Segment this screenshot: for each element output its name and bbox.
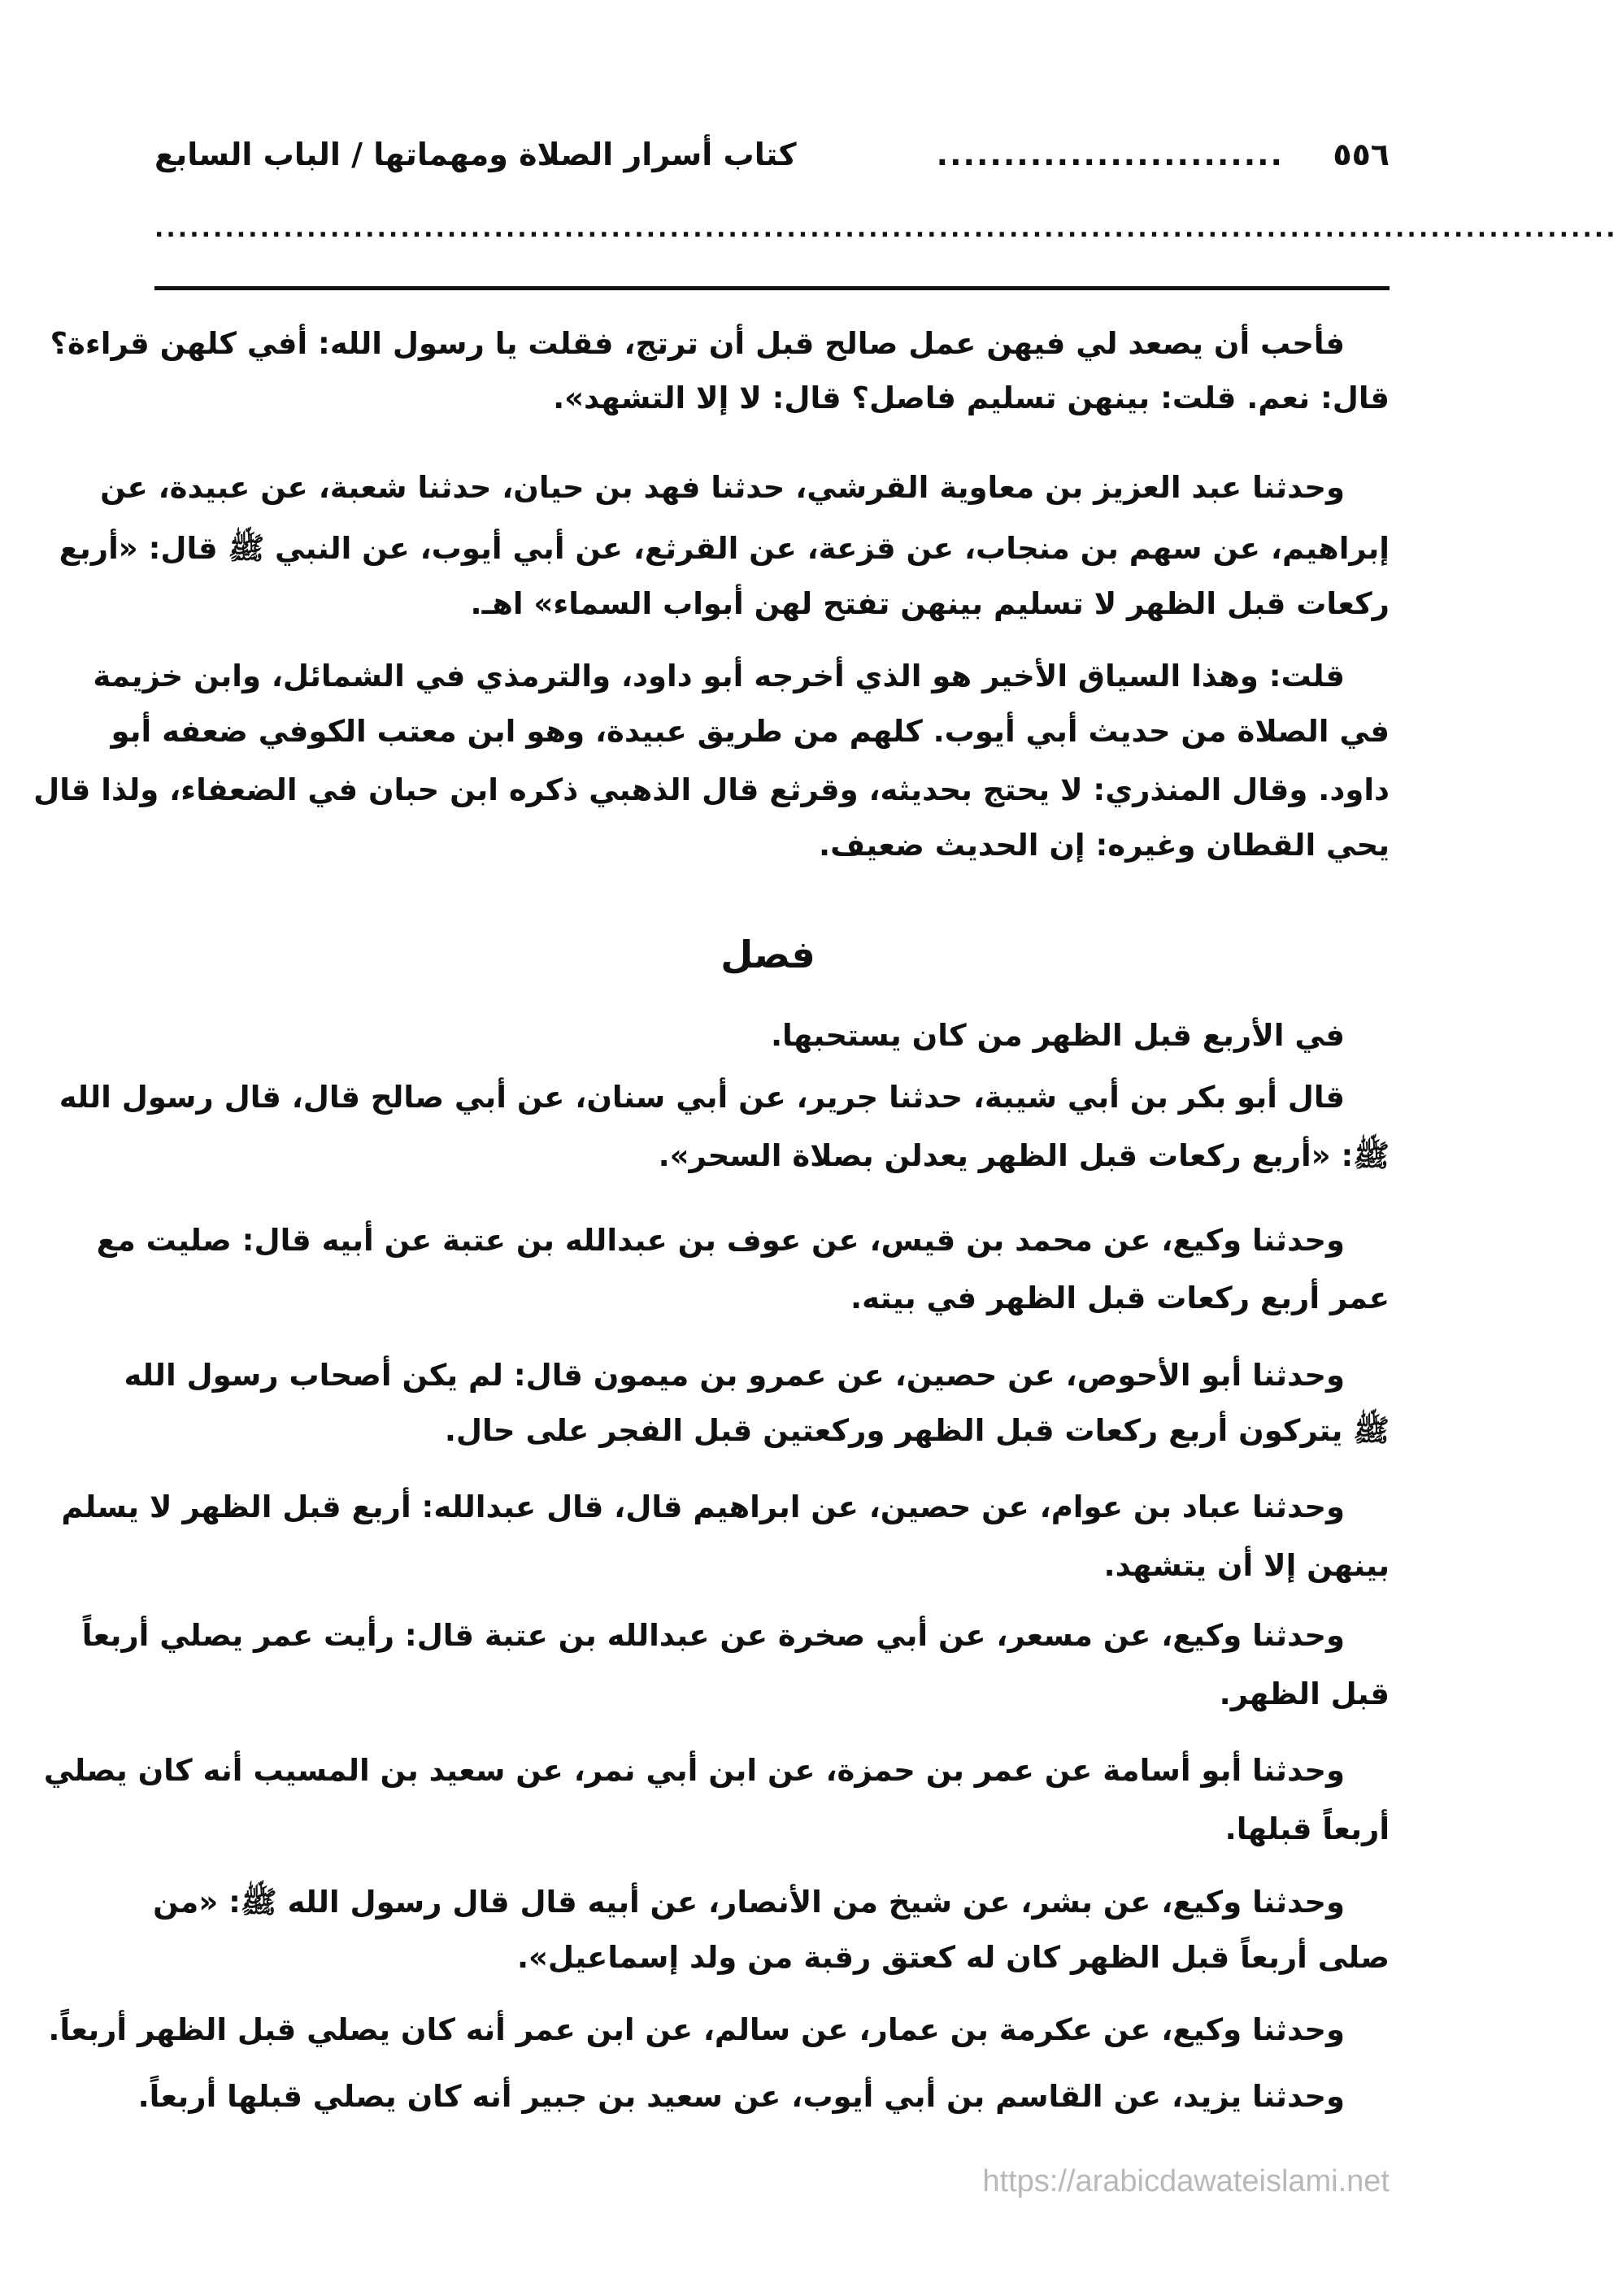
paragraph-5-line-2: ﷺ: «أربع ركعات قبل الظهر يعدلن بصلاة السحر». [658, 1138, 1390, 1173]
paragraph-10-line-1: وحدثنا أبو أسامة عن عمر بن حمزة، عن ابن أبي نمر، عن سعيد بن المسيب أنه كان يصلي [43, 1753, 1345, 1788]
paragraph-3-line-2: في الصلاة من حديث أبي أيوب. كلهم من طريق عبيدة، وهو ابن معتب الكوفي ضعفه أبو [111, 714, 1390, 749]
header-leader-dots: .......................... [936, 137, 1284, 172]
paragraph-8-line-2: بينهن إلا أن يتشهد. [1103, 1548, 1390, 1583]
watermark-url: https://arabicdawateislami.net [982, 2164, 1390, 2198]
paragraph-1-line-2: قال: نعم. قلت: بينهن تسليم فاصل؟ قال: لا إلا التشهد». [553, 380, 1390, 415]
paragraph-13-line-1: وحدثنا يزيد، عن القاسم بن أبي أيوب، عن سعيد بن جبير أنه كان يصلي قبلها أربعاً. [137, 2079, 1345, 2114]
paragraph-11-line-1: وحدثنا وكيع، عن بشر، عن شيخ من الأنصار، عن أبيه قال قال رسول الله ﷺ: «من [153, 1885, 1345, 1920]
paragraph-6-line-2: عمر أربع ركعات قبل الظهر في بيته. [850, 1281, 1390, 1315]
header-rule [154, 286, 1390, 290]
paragraph-3-line-3: داود. وقال المنذري: لا يحتج بحديثه، وقرثع قال الذهبي ذكره ابن حبان في الضعفاء، ولذا قال [33, 772, 1390, 807]
page-number: ٥٥٦ [1333, 137, 1390, 172]
paragraph-10-line-2: أربعاً قبلها. [1224, 1811, 1390, 1846]
paragraph-3-line-1: قلت: وهذا السياق الأخير هو الذي أخرجه أبو داود، والترمذي في الشمائل، وابن خزيمة [93, 659, 1345, 694]
paragraph-2-line-1: وحدثنا عبد العزيز بن معاوية القرشي، حدثنا فهد بن حيان، حدثنا شعبة، عن عبيدة، عن [100, 470, 1345, 505]
paragraph-1-line-1: فأحب أن يصعد لي فيهن عمل صالح قبل أن ترتج، فقلت يا رسول الله: أفي كلهن قراءة؟ [50, 326, 1345, 361]
paragraph-2-line-2: إبراهيم، عن سهم بن منجاب، عن قزعة، عن القرثع، عن أبي أيوب، عن النبي ﷺ قال: «أربع [59, 531, 1390, 566]
paragraph-12-line-1: وحدثنا وكيع، عن عكرمة بن عمار، عن سالم، عن ابن عمر أنه كان يصلي قبل الظهر أربعاً. [48, 2012, 1345, 2047]
paragraph-11-line-2: صلى أربعاً قبل الظهر كان له كعتق رقبة من ولد إسماعيل». [516, 1940, 1390, 1975]
running-header [154, 130, 1390, 179]
paragraph-6-line-1: وحدثنا وكيع، عن محمد بن قيس، عن عوف بن عبدالله بن عتبة عن أبيه قال: صليت مع [96, 1223, 1345, 1258]
header-dotted-line: ............................................................................................................................. [154, 215, 1618, 243]
paragraph-3-line-4: يحي القطان وغيره: إن الحديث ضعيف. [819, 828, 1390, 863]
paragraph-7-line-1: وحدثنا أبو الأحوص، عن حصين، عن عمرو بن ميمون قال: لم يكن أصحاب رسول الله [124, 1358, 1345, 1393]
paragraph-7-line-2: ﷺ يتركون أربع ركعات قبل الظهر وركعتين قبل الفجر على حال. [444, 1413, 1390, 1448]
paragraph-9-line-2: قبل الظهر. [1219, 1676, 1390, 1711]
paragraph-4-line-1: في الأربع قبل الظهر من كان يستحبها. [770, 1018, 1345, 1053]
paragraph-2-line-3: ركعات قبل الظهر لا تسليم بينهن تفتح لهن أبواب السماء» اهـ. [470, 586, 1390, 621]
paragraph-5-line-1: قال أبو بكر بن أبي شيبة، حدثنا جرير، عن أبي سنان، عن أبي صالح قال، قال رسول الله [59, 1080, 1345, 1115]
header-title: كتاب أسرار الصلاة ومهماتها / الباب السابع [154, 137, 797, 172]
section-title: فصل [720, 933, 816, 976]
paragraph-8-line-1: وحدثنا عباد بن عوام، عن حصين، عن ابراهيم قال، قال عبدالله: أربع قبل الظهر لا يسلم [61, 1489, 1345, 1524]
paragraph-9-line-1: وحدثنا وكيع، عن مسعر، عن أبي صخرة عن عبدالله بن عتبة قال: رأيت عمر يصلي أربعاً [81, 1618, 1345, 1653]
